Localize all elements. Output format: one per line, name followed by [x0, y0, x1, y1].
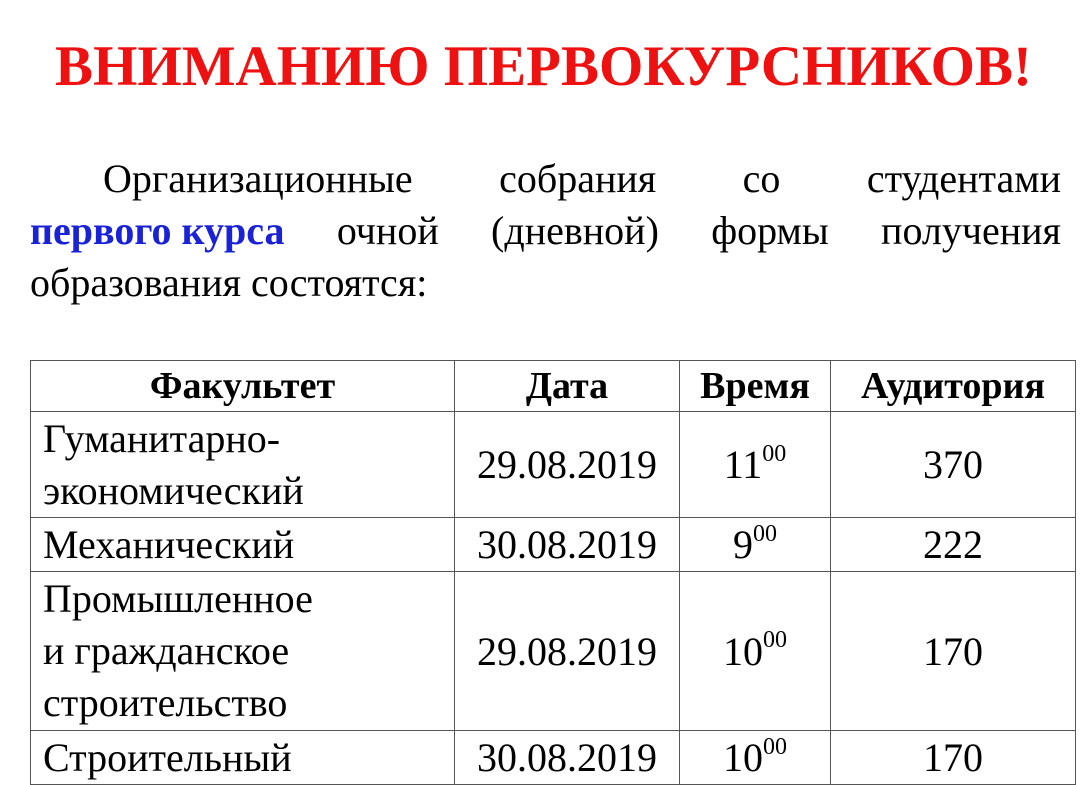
- time-cell: [680, 572, 831, 731]
- faculty-name-line: экономический: [43, 467, 304, 513]
- header-time: Время: [680, 361, 831, 412]
- course-highlight: первого курса: [30, 208, 285, 253]
- faculty-cell: [31, 518, 455, 572]
- time-hour: 9: [733, 522, 753, 567]
- date-cell: 30.08.2019: [455, 731, 680, 785]
- time-cell: [680, 412, 831, 518]
- faculty-cell: [31, 731, 455, 785]
- table-row: [31, 518, 1076, 572]
- room-cell: 370: [831, 412, 1076, 518]
- schedule-table: [30, 360, 1076, 785]
- time-hour: 10: [723, 735, 763, 780]
- table-header-row: [31, 361, 1076, 412]
- table-row: [31, 572, 1076, 731]
- intro-word: со: [742, 156, 781, 201]
- header-room: Аудитория: [831, 361, 1076, 412]
- table-row: [31, 412, 1076, 518]
- room-cell: 170: [831, 572, 1076, 731]
- faculty-name-line: и гражданское: [43, 628, 290, 673]
- room-cell: 170: [831, 731, 1076, 785]
- faculty-cell: [31, 572, 455, 731]
- time-cell: [680, 518, 831, 572]
- time-minutes: 00: [763, 627, 787, 654]
- intro-word: студентами: [866, 156, 1061, 201]
- intro-line-2: [30, 206, 1061, 256]
- faculty-name-line: Промышленное: [43, 576, 313, 621]
- header-faculty: Факультет: [31, 361, 455, 412]
- time-minutes: 00: [753, 520, 777, 547]
- intro-line-1: [30, 154, 1061, 204]
- table-row: [31, 731, 1076, 785]
- faculty-name-line: Строительный: [43, 734, 292, 780]
- room-cell: 222: [831, 518, 1076, 572]
- page-title: ВНИМАНИЮ ПЕРВОКУРСНИКОВ!: [55, 35, 1032, 98]
- intro-word: формы: [711, 208, 829, 253]
- intro-word: очной: [336, 208, 439, 253]
- date-cell: 30.08.2019: [455, 518, 680, 572]
- intro-line-3: образования состоятся:: [30, 260, 428, 305]
- date-cell: 29.08.2019: [455, 572, 680, 731]
- intro-word: получения: [881, 208, 1061, 253]
- time-minutes: 00: [762, 440, 787, 467]
- faculty-name-line: Гуманитарно-: [43, 415, 281, 461]
- intro-word: собрания: [499, 156, 657, 201]
- faculty-cell: [31, 412, 455, 518]
- faculty-name-line: строительство: [43, 680, 288, 725]
- time-minutes: 00: [763, 733, 787, 760]
- header-date: Дата: [455, 361, 680, 412]
- intro-word: Организационные: [103, 156, 413, 201]
- faculty-name-line: Механический: [43, 521, 295, 567]
- intro-word: (дневной): [491, 208, 659, 253]
- date-cell: 29.08.2019: [455, 412, 680, 518]
- time-hour: 11: [723, 442, 763, 487]
- time-cell: [680, 731, 831, 785]
- time-hour: 10: [723, 628, 763, 674]
